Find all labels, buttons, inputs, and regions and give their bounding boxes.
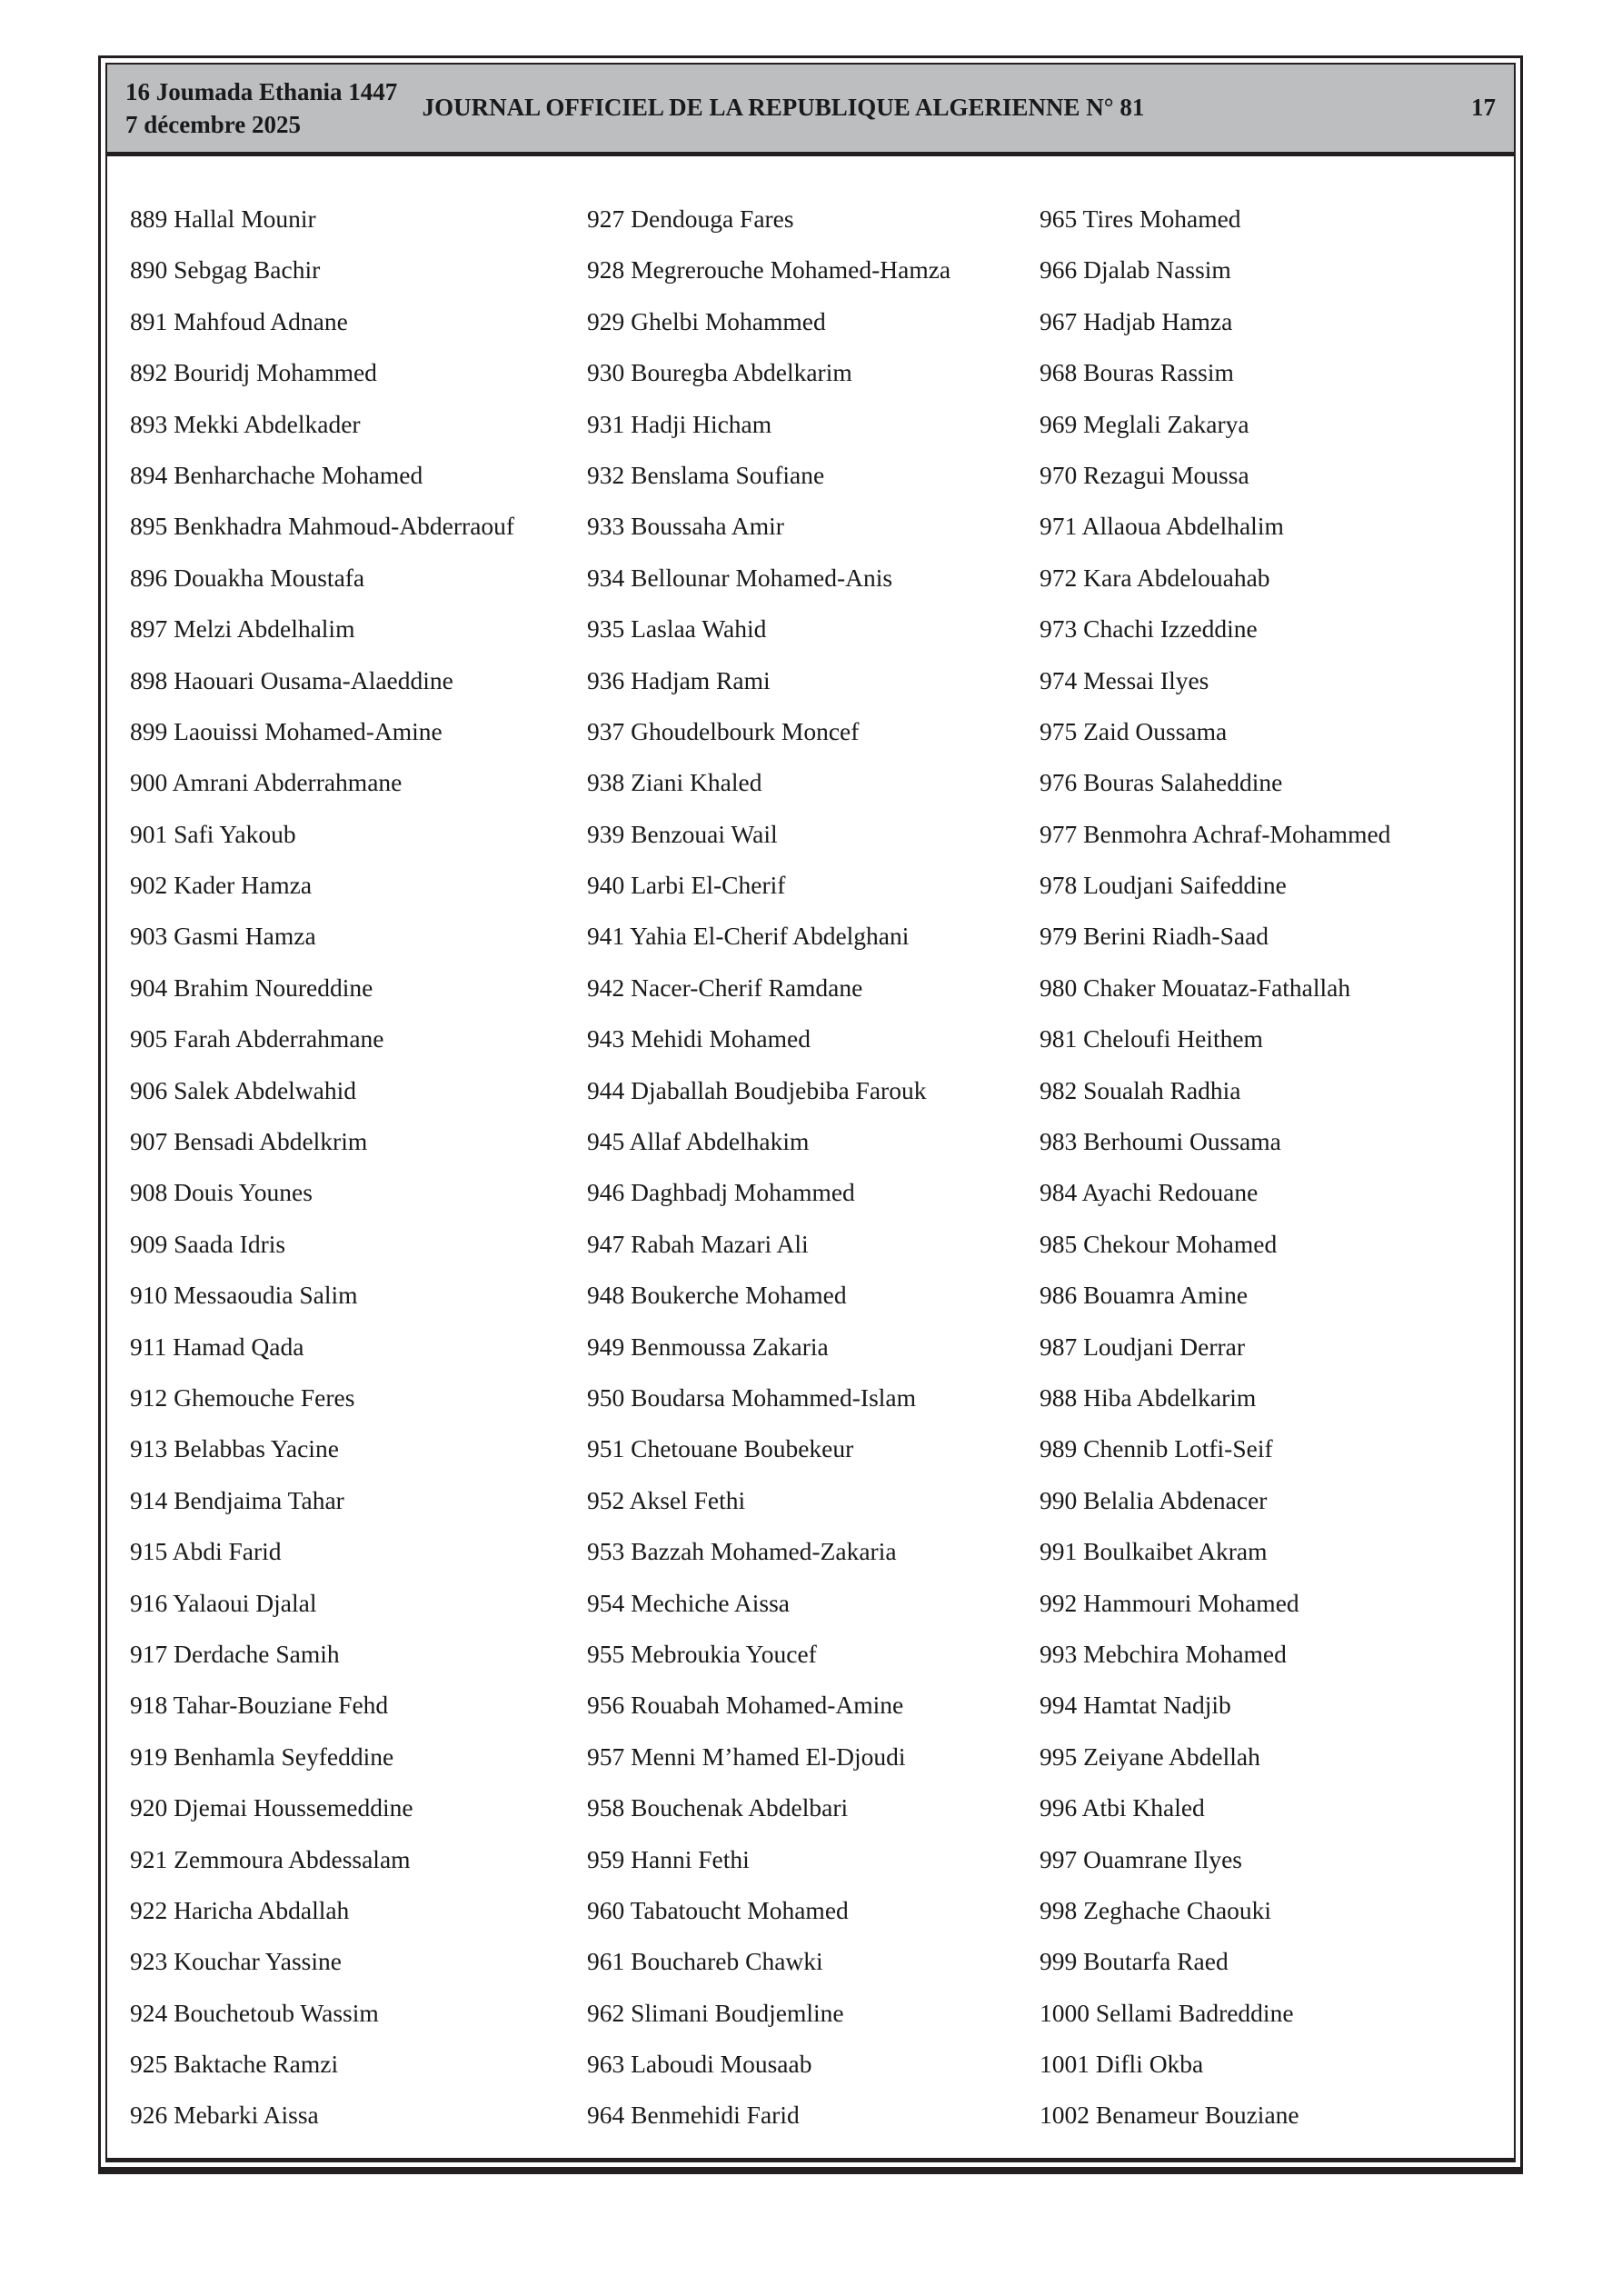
list-item: 901 Safi Yakoub — [130, 819, 296, 848]
list-item: 985 Chekour Mohamed — [1040, 1229, 1278, 1258]
list-item: 980 Chaker Mouataz-Fathallah — [1040, 973, 1351, 1002]
list-item: 988 Hiba Abdelkarim — [1040, 1383, 1257, 1412]
list-item: 926 Mebarki Aissa — [130, 2101, 319, 2130]
list-item: 993 Mebchira Mohamed — [1040, 1639, 1287, 1668]
list-item: 924 Bouchetoub Wassim — [130, 1998, 379, 2027]
list-item: 973 Chachi Izzeddine — [1040, 614, 1258, 644]
list-item: 933 Boussaha Amir — [587, 512, 784, 541]
list-item: 1001 Difli Okba — [1040, 2050, 1204, 2079]
list-item: 975 Zaid Oussama — [1040, 716, 1228, 745]
list-item: 915 Abdi Farid — [130, 1537, 282, 1566]
list-item: 972 Kara Abdelouahab — [1040, 563, 1270, 592]
name-column-3 — [1040, 203, 1390, 2151]
list-item: 925 Baktache Ramzi — [130, 2050, 339, 2079]
list-item: 944 Djaballah Boudjebiba Farouk — [587, 1075, 927, 1104]
list-item: 947 Rabah Mazari Ali — [587, 1229, 809, 1258]
list-item: 893 Mekki Abdelkader — [130, 409, 361, 438]
list-item: 990 Belalia Abdenacer — [1040, 1485, 1268, 1514]
list-item: 930 Bouregba Abdelkarim — [587, 358, 852, 387]
list-item: 899 Laouissi Mohamed-Amine — [130, 716, 443, 745]
page-inner-frame — [105, 63, 1516, 2162]
list-item: 957 Menni M’hamed El-Djoudi — [587, 1742, 906, 1771]
list-item: 953 Bazzah Mohamed-Zakaria — [587, 1537, 897, 1566]
list-item: 937 Ghoudelbourk Moncef — [587, 716, 860, 745]
list-item: 968 Bouras Rassim — [1040, 358, 1234, 387]
list-item: 897 Melzi Abdelhalim — [130, 614, 355, 644]
list-item: 932 Benslama Soufiane — [587, 460, 825, 489]
page-header — [107, 65, 1514, 156]
list-item: 906 Salek Abdelwahid — [130, 1075, 356, 1104]
list-item: 931 Hadji Hicham — [587, 409, 772, 438]
list-item: 919 Benhamla Seyfeddine — [130, 1742, 394, 1771]
list-item: 961 Bouchareb Chawki — [587, 1947, 823, 1976]
list-item: 982 Soualah Radhia — [1040, 1075, 1241, 1104]
list-item: 952 Aksel Fethi — [587, 1485, 746, 1514]
list-item: 997 Ouamrane Ilyes — [1040, 1844, 1242, 1873]
list-item: 986 Bouamra Amine — [1040, 1281, 1249, 1310]
list-item: 892 Bouridj Mohammed — [130, 358, 377, 387]
list-item: 898 Haouari Ousama-Alaeddine — [130, 665, 453, 694]
list-item: 939 Benzouai Wail — [587, 819, 778, 848]
list-item: 966 Djalab Nassim — [1040, 255, 1231, 285]
list-item: 963 Laboudi Mousaab — [587, 2050, 812, 2079]
list-item: 943 Mehidi Mohamed — [587, 1024, 811, 1053]
list-item: 921 Zemmoura Abdessalam — [130, 1844, 411, 1873]
journal-title: JOURNAL OFFICIEL DE LA REPUBLIQUE ALGERIENNE N° 81 — [422, 94, 1145, 121]
list-item: 974 Messai Ilyes — [1040, 665, 1209, 694]
page-frame — [98, 55, 1523, 2174]
list-item: 958 Bouchenak Abdelbari — [587, 1793, 849, 1822]
list-item: 965 Tires Mohamed — [1040, 205, 1241, 233]
list-item: 908 Douis Younes — [130, 1178, 313, 1207]
name-column-1 — [130, 203, 514, 2151]
list-item: 891 Mahfoud Adnane — [130, 306, 348, 335]
list-item: 936 Hadjam Rami — [587, 665, 771, 694]
gregorian-date: 7 décembre 2025 — [125, 111, 301, 138]
list-item: 998 Zeghache Chaouki — [1040, 1895, 1272, 1924]
list-item: 904 Brahim Noureddine — [130, 973, 373, 1002]
list-item: 977 Benmohra Achraf-Mohammed — [1040, 819, 1391, 848]
list-item: 934 Bellounar Mohamed-Anis — [587, 563, 893, 592]
list-item: 983 Berhoumi Oussama — [1040, 1127, 1281, 1156]
list-item: 938 Ziani Khaled — [587, 768, 762, 797]
list-item: 992 Hammouri Mohamed — [1040, 1588, 1299, 1617]
list-item: 959 Hanni Fethi — [587, 1844, 750, 1873]
list-item: 1000 Sellami Badreddine — [1040, 1998, 1294, 2027]
list-item: 949 Benmoussa Zakaria — [587, 1332, 829, 1361]
list-item: 896 Douakha Moustafa — [130, 563, 365, 592]
list-item: 920 Djemai Houssemeddine — [130, 1793, 413, 1822]
list-item: 922 Haricha Abdallah — [130, 1895, 350, 1924]
list-item: 911 Hamad Qada — [130, 1332, 304, 1361]
list-item: 914 Bendjaima Tahar — [130, 1485, 344, 1514]
list-item: 900 Amrani Abderrahmane — [130, 768, 403, 797]
list-item: 895 Benkhadra Mahmoud-Abderraouf — [130, 512, 515, 541]
list-item: 955 Mebroukia Youcef — [587, 1639, 817, 1668]
list-item: 912 Ghemouche Feres — [130, 1383, 355, 1412]
name-column-2 — [587, 203, 950, 2151]
list-item: 950 Boudarsa Mohammed-Islam — [587, 1383, 917, 1412]
list-item: 984 Ayachi Redouane — [1040, 1178, 1259, 1207]
list-item: 917 Derdache Samih — [130, 1639, 340, 1668]
page-number: 17 — [1471, 94, 1496, 121]
list-item: 948 Boukerche Mohamed — [587, 1281, 847, 1310]
list-item: 994 Hamtat Nadjib — [1040, 1691, 1231, 1720]
list-item: 956 Rouabah Mohamed-Amine — [587, 1691, 904, 1720]
list-item: 929 Ghelbi Mohammed — [587, 306, 826, 335]
list-item: 909 Saada Idris — [130, 1229, 286, 1258]
list-item: 918 Tahar-Bouziane Fehd — [130, 1691, 389, 1720]
list-item: 905 Farah Abderrahmane — [130, 1024, 384, 1053]
list-item: 964 Benmehidi Farid — [587, 2101, 800, 2130]
list-item: 979 Berini Riadh-Saad — [1040, 922, 1269, 951]
list-item: 910 Messaoudia Salim — [130, 1281, 358, 1310]
list-item: 916 Yalaoui Djalal — [130, 1588, 317, 1617]
list-item: 996 Atbi Khaled — [1040, 1793, 1205, 1822]
list-item: 940 Larbi El-Cherif — [587, 871, 786, 900]
list-item: 928 Megrerouche Mohamed-Hamza — [587, 255, 951, 285]
list-item: 995 Zeiyane Abdellah — [1040, 1742, 1260, 1771]
list-item: 999 Boutarfa Raed — [1040, 1947, 1229, 1976]
list-item: 951 Chetouane Boubekeur — [587, 1434, 854, 1463]
list-item: 889 Hallal Mounir — [130, 205, 316, 233]
list-item: 902 Kader Hamza — [130, 871, 313, 900]
list-item: 941 Yahia El-Cherif Abdelghani — [587, 922, 910, 951]
list-item: 945 Allaf Abdelhakim — [587, 1127, 810, 1156]
list-item: 894 Benharchache Mohamed — [130, 460, 423, 489]
list-item: 907 Bensadi Abdelkrim — [130, 1127, 368, 1156]
list-item: 978 Loudjani Saifeddine — [1040, 871, 1287, 900]
list-item: 976 Bouras Salaheddine — [1040, 768, 1283, 797]
list-item: 942 Nacer-Cherif Ramdane — [587, 973, 863, 1002]
list-item: 969 Meglali Zakarya — [1040, 409, 1249, 438]
list-item: 991 Boulkaibet Akram — [1040, 1537, 1268, 1566]
list-item: 954 Mechiche Aissa — [587, 1588, 791, 1617]
list-item: 970 Rezagui Moussa — [1040, 460, 1249, 489]
list-item: 946 Daghbadj Mohammed — [587, 1178, 855, 1207]
list-item: 987 Loudjani Derrar — [1040, 1332, 1246, 1361]
list-item: 913 Belabbas Yacine — [130, 1434, 339, 1463]
list-item: 962 Slimani Boudjemline — [587, 1998, 844, 2027]
list-item: 903 Gasmi Hamza — [130, 922, 316, 951]
list-item: 981 Cheloufi Heithem — [1040, 1024, 1263, 1053]
list-item: 890 Sebgag Bachir — [130, 255, 321, 285]
list-item: 1002 Benameur Bouziane — [1040, 2101, 1299, 2130]
list-item: 923 Kouchar Yassine — [130, 1947, 342, 1976]
list-item: 989 Chennib Lotfi-Seif — [1040, 1434, 1273, 1463]
list-item: 935 Laslaa Wahid — [587, 614, 767, 644]
list-item: 960 Tabatoucht Mohamed — [587, 1895, 849, 1924]
list-item: 927 Dendouga Fares — [587, 205, 794, 233]
list-item: 967 Hadjab Hamza — [1040, 306, 1233, 335]
hijri-date: 16 Joumada Ethania 1447 — [125, 78, 398, 105]
list-item: 971 Allaoua Abdelhalim — [1040, 512, 1284, 541]
